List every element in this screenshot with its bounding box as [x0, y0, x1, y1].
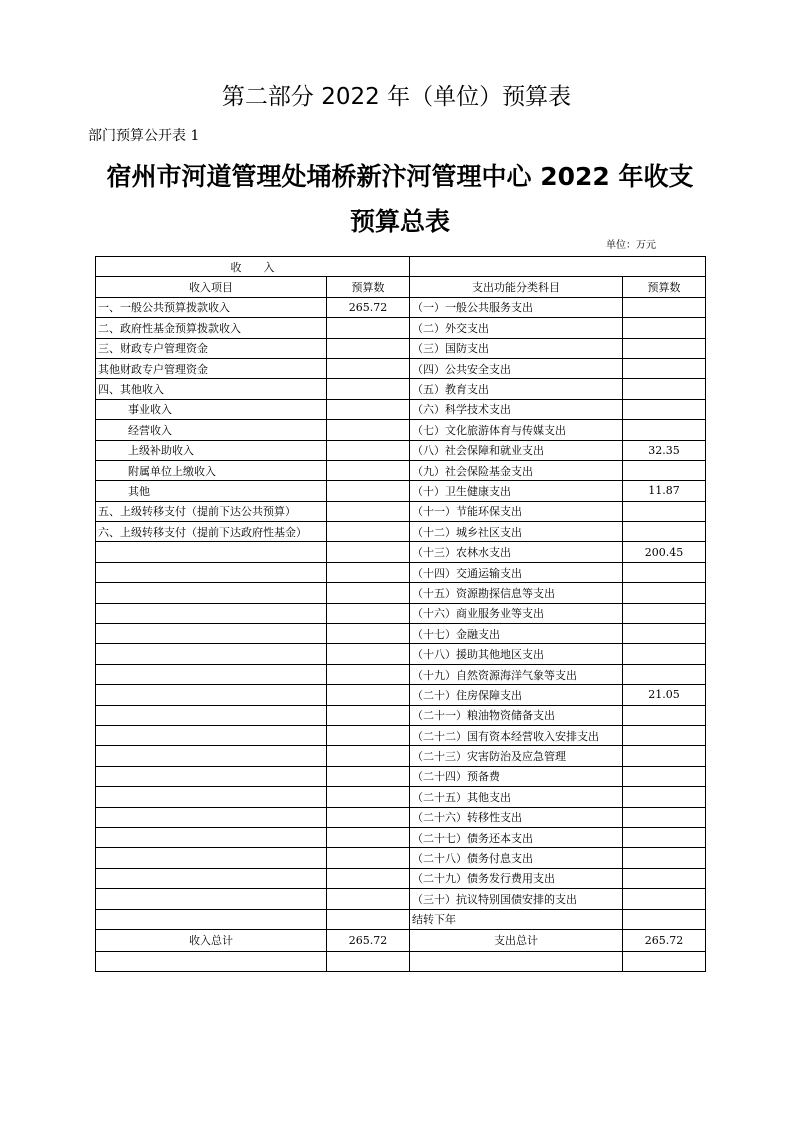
expense-amount-cell: 21.05: [623, 685, 706, 705]
table-row: [96, 644, 706, 664]
table-row: [96, 848, 706, 868]
income-amount-cell: [327, 848, 410, 868]
income-item-cell: [96, 583, 327, 603]
expense-amount-cell: [623, 603, 706, 623]
table-row: [96, 725, 706, 745]
table-row: [96, 562, 706, 582]
expense-amount-header: 预算数: [623, 277, 706, 297]
income-amount-cell: [327, 766, 410, 786]
expense-item-cell: （二十九）债务发行费用支出: [410, 868, 623, 888]
expense-item-cell: （九）社会保险基金支出: [410, 460, 623, 480]
income-item-cell: 附属单位上缴收入: [96, 460, 327, 480]
table-row: [96, 603, 706, 623]
income-item-header: 收入项目: [96, 277, 327, 297]
table-row: [96, 766, 706, 786]
title-line-2: 预算总表: [349, 207, 450, 236]
income-amount-cell: [327, 420, 410, 440]
column-header-row: [96, 277, 706, 297]
table-row: [96, 420, 706, 440]
expense-amount-cell: [623, 746, 706, 766]
income-item-cell: 其他: [96, 481, 327, 501]
income-amount-cell: [327, 746, 410, 766]
income-amount-cell: [327, 481, 410, 501]
expense-group-header: [410, 257, 706, 277]
expense-amount-cell: [623, 848, 706, 868]
table-row: [96, 379, 706, 399]
income-item-cell: 四、其他收入: [96, 379, 327, 399]
income-amount-cell: [327, 318, 410, 338]
table-row: [96, 501, 706, 521]
expense-item-cell: （二）外交支出: [410, 318, 623, 338]
table-row: [96, 399, 706, 419]
income-item-cell: [96, 848, 327, 868]
income-item-cell: [96, 685, 327, 705]
income-item-cell: [96, 725, 327, 745]
income-item-cell: 经营收入: [96, 420, 327, 440]
expense-amount-cell: [623, 318, 706, 338]
expense-item-cell: （二十七）债务还本支出: [410, 827, 623, 847]
table-row: [96, 807, 706, 827]
income-amount-cell: [327, 338, 410, 358]
table-row: [96, 787, 706, 807]
expense-amount-cell: [623, 705, 706, 725]
expense-item-cell: （二十一）粮油物资储备支出: [410, 705, 623, 725]
income-amount-cell: [327, 644, 410, 664]
budget-table: [95, 256, 706, 972]
expense-item-cell: （二十）住房保障支出: [410, 685, 623, 705]
title-line-1: 宿州市河道管理处埇桥新汴河管理中心 2022 年收支: [106, 162, 694, 191]
expense-item-cell: 结转下年: [410, 909, 623, 929]
unit-label: 单位：万元: [606, 240, 656, 251]
income-item-cell: [96, 787, 327, 807]
income-amount-cell: [327, 440, 410, 460]
income-amount-cell: [327, 705, 410, 725]
table-row: [96, 338, 706, 358]
expense-item-cell: （十二）城乡社区支出: [410, 522, 623, 542]
expense-amount-cell: [623, 399, 706, 419]
expense-amount-cell: [623, 644, 706, 664]
expense-item-cell: （二十二）国有资本经营收入安排支出: [410, 725, 623, 745]
income-item-cell: [96, 746, 327, 766]
income-amount-cell: [327, 725, 410, 745]
income-item-cell: [96, 868, 327, 888]
income-amount-cell: [327, 807, 410, 827]
expense-item-cell: （十三）农林水支出: [410, 542, 623, 562]
expense-item-cell: （一）一般公共服务支出: [410, 297, 623, 317]
income-item-cell: 事业收入: [96, 399, 327, 419]
expense-amount-cell: [623, 889, 706, 909]
table-row: [96, 297, 706, 317]
income-item-cell: [96, 827, 327, 847]
expense-amount-cell: [623, 909, 706, 929]
table-row: [96, 889, 706, 909]
expense-total-label: 支出总计: [410, 929, 623, 951]
table-row: [96, 318, 706, 338]
income-amount-header: 预算数: [327, 277, 410, 297]
income-item-cell: [96, 603, 327, 623]
expense-amount-cell: 200.45: [623, 542, 706, 562]
income-amount-cell: [327, 827, 410, 847]
table-row: [96, 440, 706, 460]
blank-row: [96, 951, 706, 971]
expense-item-cell: （十五）资源勘探信息等支出: [410, 583, 623, 603]
income-item-cell: [96, 889, 327, 909]
table-row: [96, 522, 706, 542]
expense-item-cell: （四）公共安全支出: [410, 358, 623, 378]
income-amount-cell: [327, 562, 410, 582]
group-header-row: [96, 257, 706, 277]
expense-amount-cell: 32.35: [623, 440, 706, 460]
expense-item-cell: （八）社会保障和就业支出: [410, 440, 623, 460]
income-amount-cell: [327, 460, 410, 480]
income-item-cell: [96, 644, 327, 664]
blank-cell: [96, 951, 327, 971]
expense-item-cell: （二十六）转移性支出: [410, 807, 623, 827]
income-item-cell: [96, 807, 327, 827]
expense-item-cell: （三十）抗议特别国债安排的支出: [410, 889, 623, 909]
part-title: 第二部分 2022 年（单位）预算表: [221, 84, 572, 110]
income-item-cell: [96, 562, 327, 582]
blank-cell: [410, 951, 623, 971]
income-amount-cell: [327, 379, 410, 399]
expense-amount-cell: [623, 787, 706, 807]
income-total-amount: 265.72: [327, 929, 410, 951]
expense-amount-cell: 11.87: [623, 481, 706, 501]
expense-amount-cell: [623, 297, 706, 317]
expense-amount-cell: [623, 338, 706, 358]
income-item-cell: [96, 766, 327, 786]
expense-item-cell: （二十四）预备费: [410, 766, 623, 786]
income-item-cell: 五、上级转移支付（提前下达公共预算）: [96, 501, 327, 521]
table-row: [96, 481, 706, 501]
expense-amount-cell: [623, 827, 706, 847]
total-row: [96, 929, 706, 951]
table-row: [96, 460, 706, 480]
expense-item-cell: （十八）援助其他地区支出: [410, 644, 623, 664]
income-item-cell: [96, 624, 327, 644]
income-amount-cell: [327, 542, 410, 562]
expense-item-cell: （十一）节能环保支出: [410, 501, 623, 521]
income-amount-cell: [327, 583, 410, 603]
income-amount-cell: [327, 501, 410, 521]
income-item-cell: [96, 705, 327, 725]
table-row: [96, 685, 706, 705]
main-title: [95, 154, 705, 244]
table-row: [96, 746, 706, 766]
expense-amount-cell: [623, 624, 706, 644]
table-row: [96, 358, 706, 378]
income-amount-cell: [327, 624, 410, 644]
income-amount-cell: [327, 685, 410, 705]
expense-amount-cell: [623, 868, 706, 888]
income-amount-cell: [327, 399, 410, 419]
expense-item-cell: （二十八）债务付息支出: [410, 848, 623, 868]
income-amount-cell: [327, 909, 410, 929]
expense-amount-cell: [623, 379, 706, 399]
income-amount-cell: [327, 603, 410, 623]
expense-item-cell: （六）科学技术支出: [410, 399, 623, 419]
table-row: [96, 624, 706, 644]
expense-amount-cell: [623, 807, 706, 827]
expense-amount-cell: [623, 766, 706, 786]
expense-amount-cell: [623, 460, 706, 480]
income-item-cell: 六、上级转移支付（提前下达政府性基金）: [96, 522, 327, 542]
expense-amount-cell: [623, 583, 706, 603]
expense-amount-cell: [623, 562, 706, 582]
blank-cell: [623, 951, 706, 971]
expense-amount-cell: [623, 420, 706, 440]
income-item-cell: 上级补助收入: [96, 440, 327, 460]
expense-item-cell: （十）卫生健康支出: [410, 481, 623, 501]
income-group-header: 收 入: [96, 257, 410, 277]
table-row: [96, 583, 706, 603]
expense-amount-cell: [623, 358, 706, 378]
table-row: [96, 705, 706, 725]
expense-amount-cell: [623, 501, 706, 521]
income-item-cell: 二、政府性基金预算拨款收入: [96, 318, 327, 338]
income-amount-cell: [327, 868, 410, 888]
income-amount-cell: [327, 787, 410, 807]
table-row: [96, 827, 706, 847]
expense-item-cell: （十七）金融支出: [410, 624, 623, 644]
blank-cell: [327, 951, 410, 971]
expense-item-cell: （二十五）其他支出: [410, 787, 623, 807]
expense-item-header: 支出功能分类科目: [410, 277, 623, 297]
expense-item-cell: （三）国防支出: [410, 338, 623, 358]
income-item-cell: [96, 664, 327, 684]
income-amount-cell: [327, 522, 410, 542]
income-item-cell: [96, 542, 327, 562]
expense-item-cell: （七）文化旅游体育与传媒支出: [410, 420, 623, 440]
expense-item-cell: （十九）自然资源海洋气象等支出: [410, 664, 623, 684]
income-total-label: 收入总计: [96, 929, 327, 951]
income-item-cell: [96, 909, 327, 929]
expense-item-cell: （二十三）灾害防治及应急管理: [410, 746, 623, 766]
expense-amount-cell: [623, 664, 706, 684]
expense-item-cell: （五）教育支出: [410, 379, 623, 399]
income-amount-cell: 265.72: [327, 297, 410, 317]
income-item-cell: 三、财政专户管理资金: [96, 338, 327, 358]
income-amount-cell: [327, 664, 410, 684]
income-amount-cell: [327, 889, 410, 909]
table-row: [96, 664, 706, 684]
expense-amount-cell: [623, 522, 706, 542]
table-number: 部门预算公开表 1: [88, 128, 200, 144]
table-row: [96, 909, 706, 929]
income-item-cell: 其他财政专户管理资金: [96, 358, 327, 378]
expense-item-cell: （十六）商业服务业等支出: [410, 603, 623, 623]
table-row: [96, 868, 706, 888]
expense-amount-cell: [623, 725, 706, 745]
expense-total-amount: 265.72: [623, 929, 706, 951]
income-amount-cell: [327, 358, 410, 378]
income-item-cell: 一、一般公共预算拨款收入: [96, 297, 327, 317]
expense-item-cell: （十四）交通运输支出: [410, 562, 623, 582]
table-row: [96, 542, 706, 562]
